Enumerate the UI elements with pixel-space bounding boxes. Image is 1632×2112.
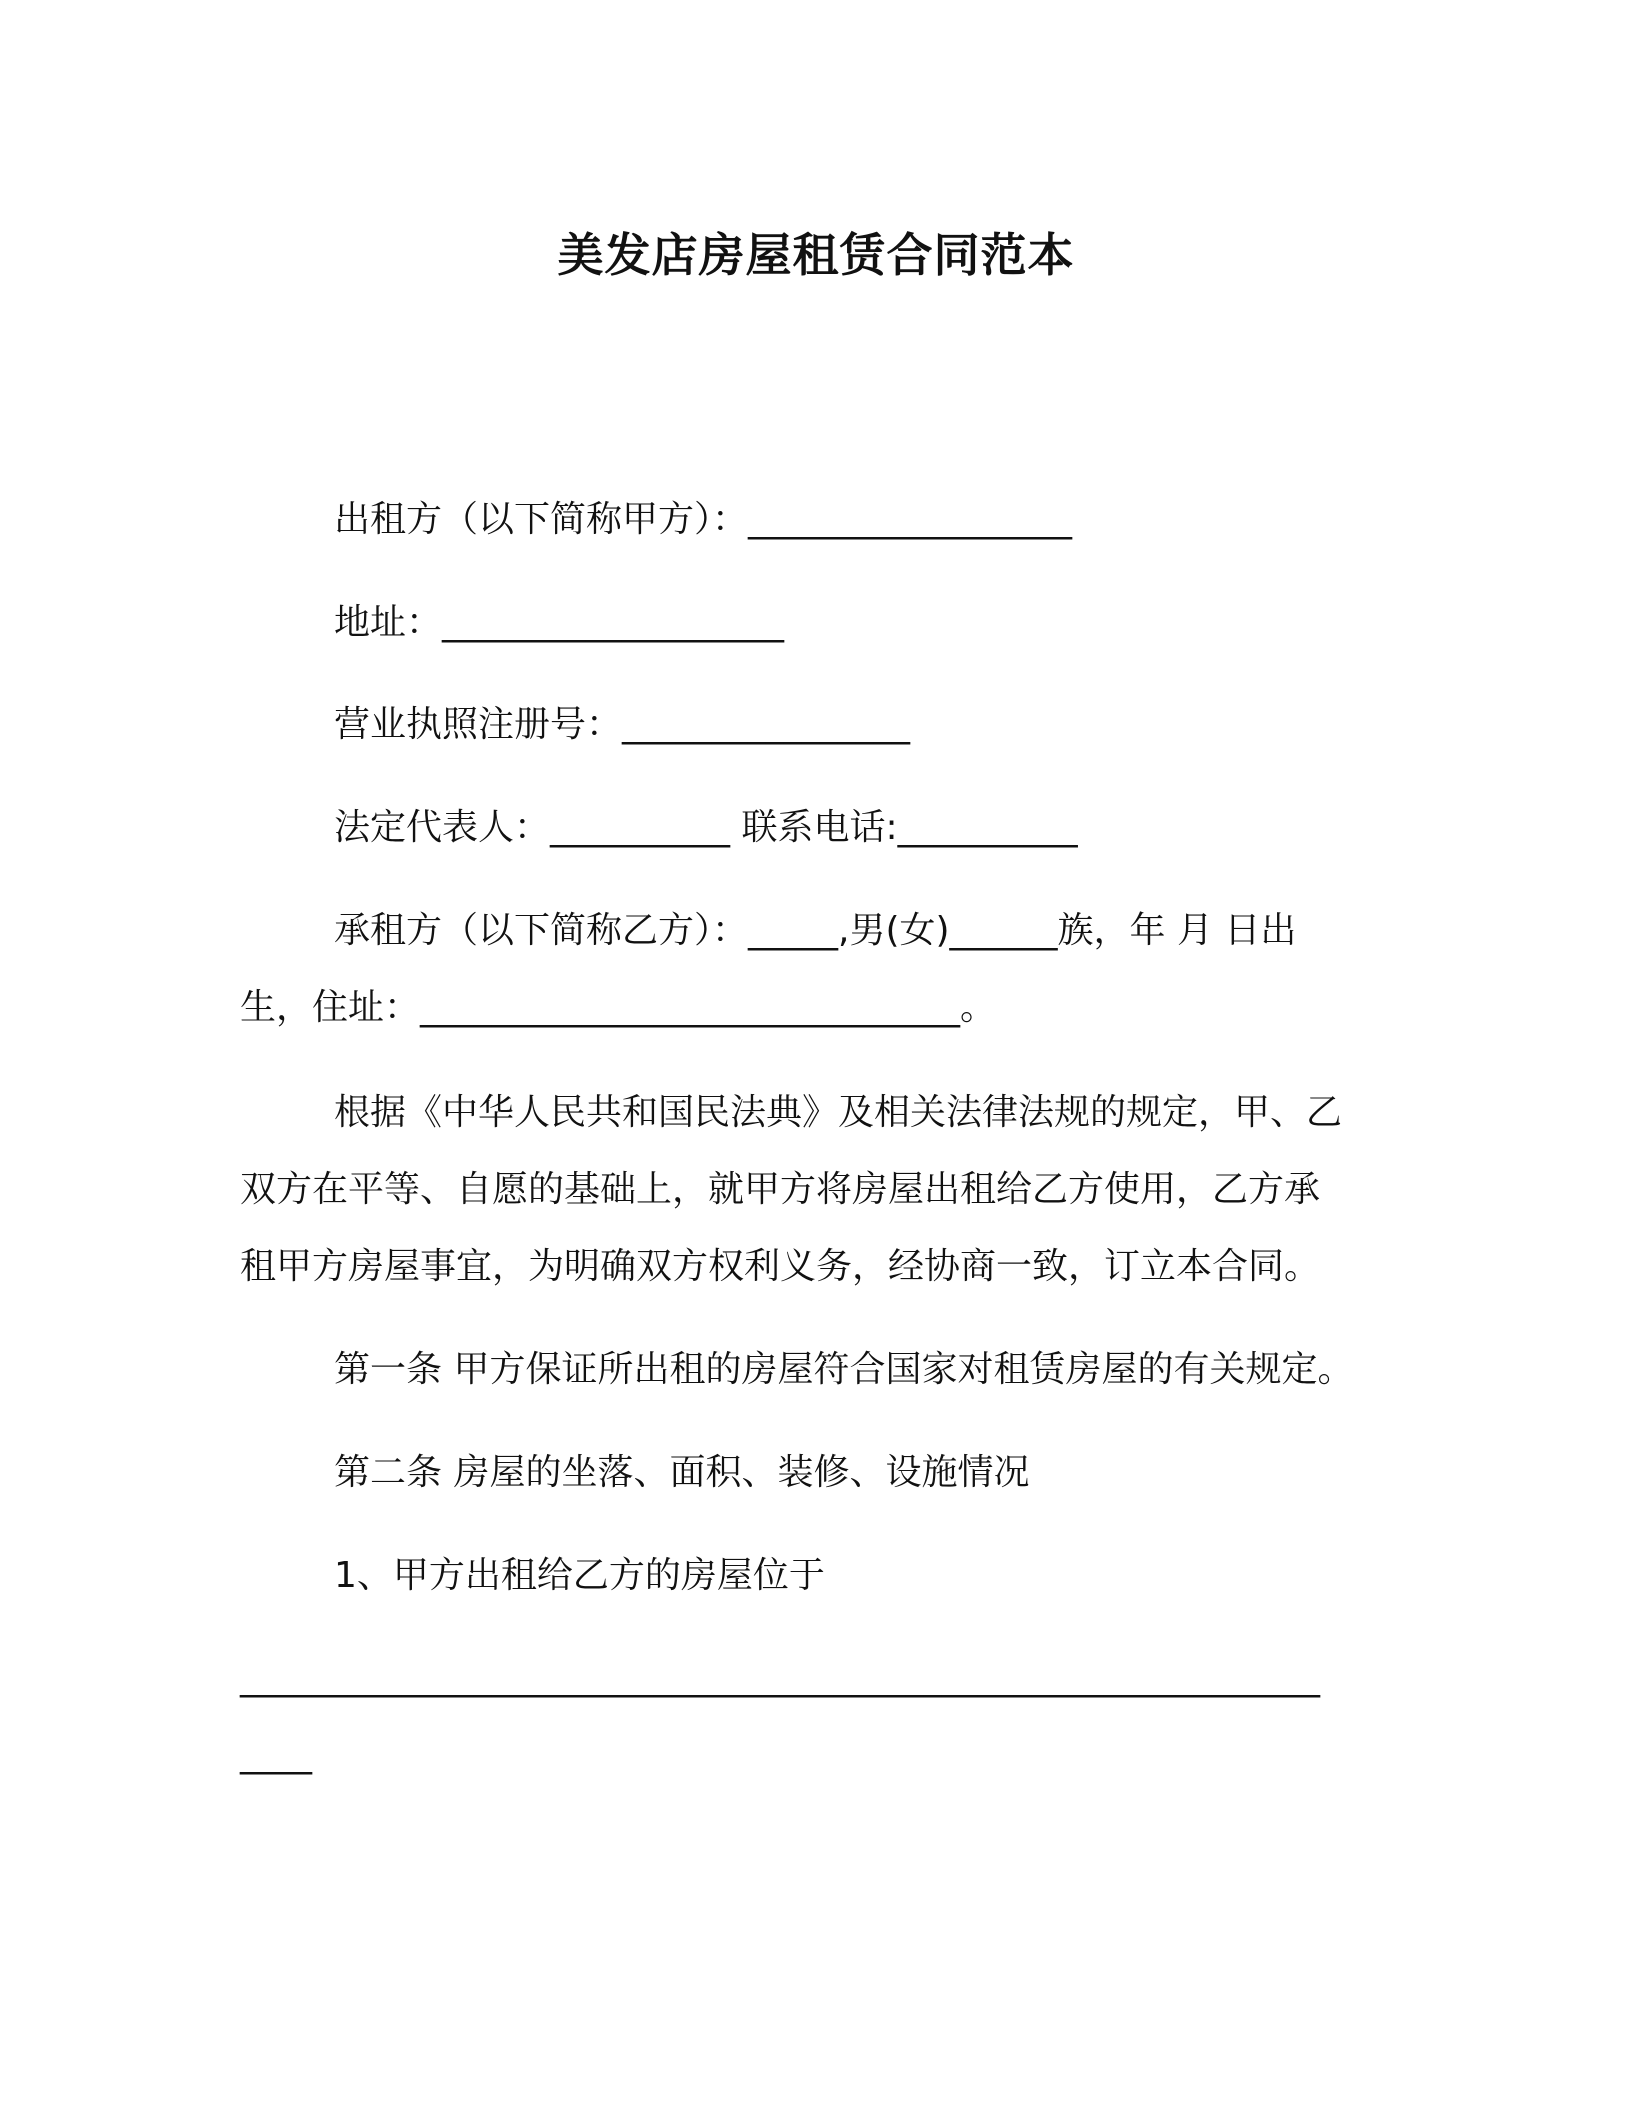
- article-1: 第一条 甲方保证所出租的房屋符合国家对租赁房屋的有关规定。: [334, 1349, 1354, 1390]
- preamble-line-3: 租甲方房屋事宜，为明确双方权利义务，经协商一致，订立本合同。: [240, 1246, 1321, 1287]
- legal-representative-line: 法定代表人：__________ 联系电话:__________: [334, 807, 1078, 848]
- document-title: 美发店房屋租赁合同范本: [557, 228, 1075, 282]
- article-2-item-1: 1、甲方出租给乙方的房屋位于: [334, 1555, 825, 1596]
- lessee-line: 承租方（以下简称乙方）：_____,男(女)______族，年 月 日出: [334, 910, 1297, 951]
- lessee-address-line: 生，住址：______________________________。: [240, 987, 997, 1028]
- blank-line-2: ____: [240, 1734, 312, 1775]
- business-license-line: 营业执照注册号：________________: [334, 704, 911, 745]
- preamble-line-2: 双方在平等、自愿的基础上，就甲方将房屋出租给乙方使用，乙方承: [240, 1169, 1321, 1210]
- lessor-line: 出租方（以下简称甲方）：__________________: [334, 499, 1073, 540]
- address-line: 地址：___________________: [334, 602, 785, 643]
- preamble-line-1: 根据《中华人民共和国民法典》及相关法律法规的规定，甲、乙: [334, 1092, 1343, 1133]
- blank-line-1: ____________________________________________________________: [240, 1657, 1320, 1698]
- article-2-heading: 第二条 房屋的坐落、面积、装修、设施情况: [334, 1452, 1030, 1493]
